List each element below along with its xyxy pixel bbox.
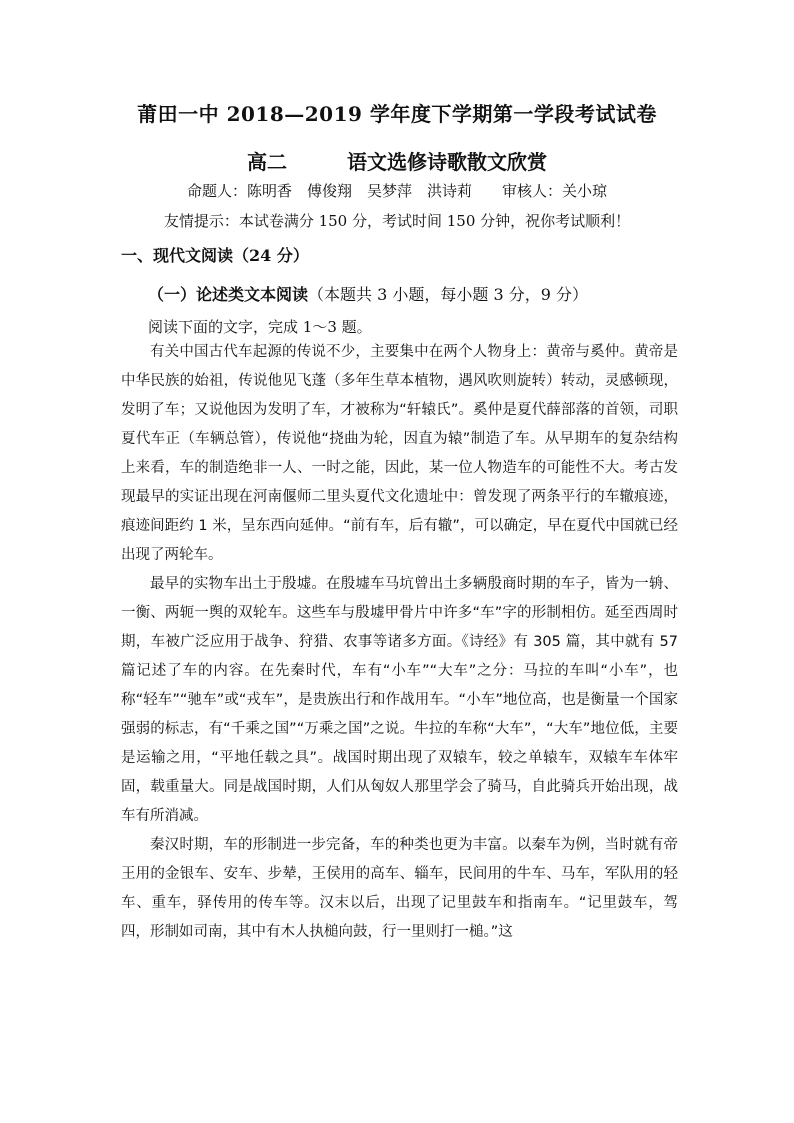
friendly-tip: 友情提示：本试卷满分 150 分，考试时间 150 分钟，祝你考试顺利！	[163, 212, 631, 230]
passage-paragraph: 最早的实物车出土于殷墟。在殷墟车马坑曾出土多辆殷商时期的车子，皆为一辀、一衡、两轭一舆的双轮车。这些车与殷墟甲骨片中许多“车”字的形制相仿。延至西周时期，车被广泛应用于战争、狩猎、农事等诸多方面。《诗经》有 305 篇，其中就有 57 篇记述了车的内容。在先秦时代，车有“小车”“大车”之分：马拉的车叫“小车”，也称“轻车”“驰车”或“戎车”，是贵族出行和作战用车。“小车”地位高，也是衡量一个国家强弱的标志，有“千乘之国”“万乘之国”之说。牛拉的车称“大车”，“大车”地位低，主要是运输之用，“平地任载之具”。战国时期出现了双辕车，较之单辕车，双辕车车体牢固，载重量大。同是战国时期，人们从匈奴人那里学会了骑马，自此骑兵开始出现，战车有所消减。	[121, 576, 678, 824]
section-heading: 一、现代文阅读（24 分）	[121, 246, 309, 265]
exam-title: 莆田一中 2018—2019 学年度下学期第一学段考试试卷	[137, 102, 657, 126]
passage-paragraph: 有关中国古代车起源的传说不少，主要集中在两个人物身上：黄帝与奚仲。黄帝是中华民族的始祖，传说他见飞蓬（多年生草本植物，遇风吹则旋转）转动，灵感顿现，发明了车；又说他因为发明了车，才被称为“轩辕氏”。奚仲是夏代薛部落的首领，司职夏代车正（车辆总管），传说他“挠曲为轮，因直为辕”制造了车。从早期车的复杂结构上来看，车的制造绝非一人、一时之能，因此，某一位人物造车的可能性不大。考古发现最早的实证出现在河南偃师二里头夏代文化遗址中：曾发现了两条平行的车辙痕迹，痕迹间距约 1 米，呈东西向延伸。“前有车，后有辙”，可以确定，早在夏代中国就已经出现了两轮车。	[121, 344, 678, 563]
subsection-title: （一）论述类文本阅读	[148, 285, 309, 304]
reading-instruction: 阅读下面的文字，完成 1～3 题。	[148, 318, 372, 336]
authors-line: 命题人：陈明香 傅俊翔 吴梦萍 洪诗莉 审核人：关小琼	[186, 182, 607, 200]
passage-paragraph: 秦汉时期，车的形制进一步完备，车的种类也更为丰富。以秦车为例，当时就有帝王用的金银车、安车、步辇，王侯用的高车、辎车，民间用的牛车、马车，军队用的轻车、重车，驿传用的传车等。汉末以后，出现了记里鼓车和指南车。“记里鼓车，驾四，形制如司南，其中有木人执槌向鼓，行一里则打一槌。”这	[121, 837, 678, 940]
passage-body	[121, 338, 678, 947]
subsection-heading	[148, 282, 588, 305]
subject-label: 语文选修诗歌散文欣赏	[347, 150, 547, 174]
grade-label: 高二	[247, 150, 287, 174]
exam-subtitle	[0, 146, 794, 175]
subsection-note: （本题共 3 小题，每小题 3 分，9 分）	[308, 285, 588, 304]
